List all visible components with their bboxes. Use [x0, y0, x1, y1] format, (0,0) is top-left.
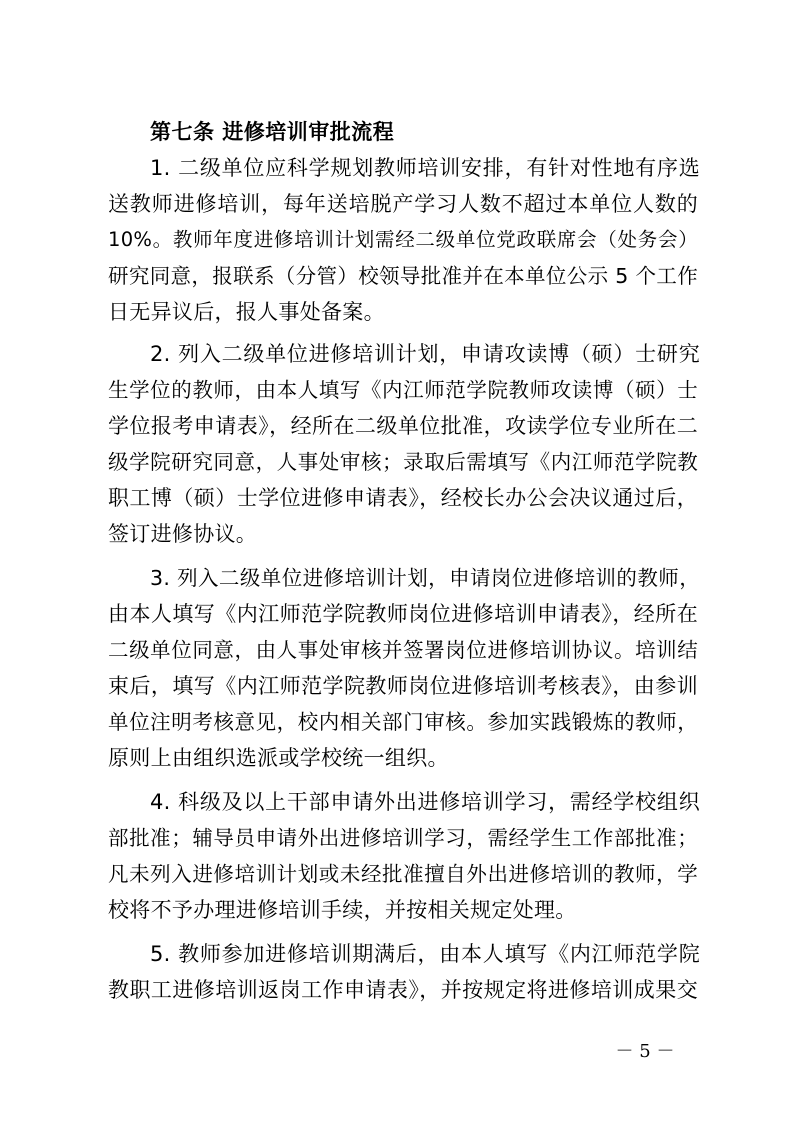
- paragraph-4-line-4: 校将不予办理进修培训手续，并按相关规定处理。: [108, 898, 577, 922]
- paragraph-1-line-2: 送教师进修培训，每年送培脱产学习人数不超过本单位人数的: [108, 192, 698, 216]
- paragraph-2-line-5: 职工博（硕）士学位进修申请表》，经校长办公会决议通过后，: [108, 486, 698, 510]
- paragraph-3-line-2: 由本人填写《内江师范学院教师岗位进修培训申请表》，经所在: [108, 602, 698, 626]
- paragraph-2-line-2: 生学位的教师，由本人填写《内江师范学院教师攻读博（硕）士: [108, 378, 698, 402]
- paragraph-3-line-1: 3. 列入二级单位进修培训计划，申请岗位进修培训的教师，: [150, 566, 700, 590]
- paragraph-2-line-4: 级学院研究同意，人事处审核；录取后需填写《内江师范学院教: [108, 450, 698, 474]
- paragraph-3-line-6: 原则上由组织选派或学校统一组织。: [108, 746, 449, 770]
- page-number: － 5 －: [615, 1041, 675, 1062]
- paragraph-4-line-2: 部批准；辅导员申请外出进修培训学习，需经学生工作部批准；: [108, 826, 698, 850]
- paragraph-3-line-5: 单位注明考核意见，校内相关部门审核。参加实践锻炼的教师，: [108, 710, 698, 734]
- paragraph-2-line-6: 签订进修协议。: [108, 522, 258, 546]
- paragraph-2-line-3: 学位报考申请表》，经所在二级单位批准，攻读学位专业所在二: [108, 414, 698, 438]
- paragraph-4-line-3: 凡未列入进修培训计划或未经批准擅自外出进修培训的教师，学: [108, 862, 698, 886]
- paragraph-3-line-3: 二级单位同意，由人事处审核并签署岗位进修培训协议。培训结: [108, 638, 698, 662]
- paragraph-1-line-1: 1. 二级单位应科学规划教师培训安排，有针对性地有序选: [150, 156, 700, 180]
- paragraph-4-line-1: 4. 科级及以上干部申请外出进修培训学习，需经学校组织: [150, 790, 700, 814]
- paragraph-1-line-3: 10%。教师年度进修培训计划需经二级单位党政联席会（处务会）: [108, 228, 698, 251]
- paragraph-5-line-1: 5. 教师参加进修培训期满后，由本人填写《内江师范学院: [150, 942, 700, 966]
- paragraph-1-line-4: 研究同意，报联系（分管）校领导批准并在本单位公示 5 个工作: [108, 264, 698, 288]
- paragraph-5-line-2: 教职工进修培训返岗工作申请表》，并按规定将进修培训成果交: [108, 978, 698, 1002]
- paragraph-3-line-4: 束后，填写《内江师范学院教师岗位进修培训考核表》，由参训: [108, 674, 698, 698]
- paragraph-2-line-1: 2. 列入二级单位进修培训计划，申请攻读博（硕）士研究: [150, 342, 700, 366]
- paragraph-1-line-5: 日无异议后，报人事处备案。: [108, 300, 385, 324]
- article-heading: 第七条 进修培训审批流程: [150, 120, 395, 144]
